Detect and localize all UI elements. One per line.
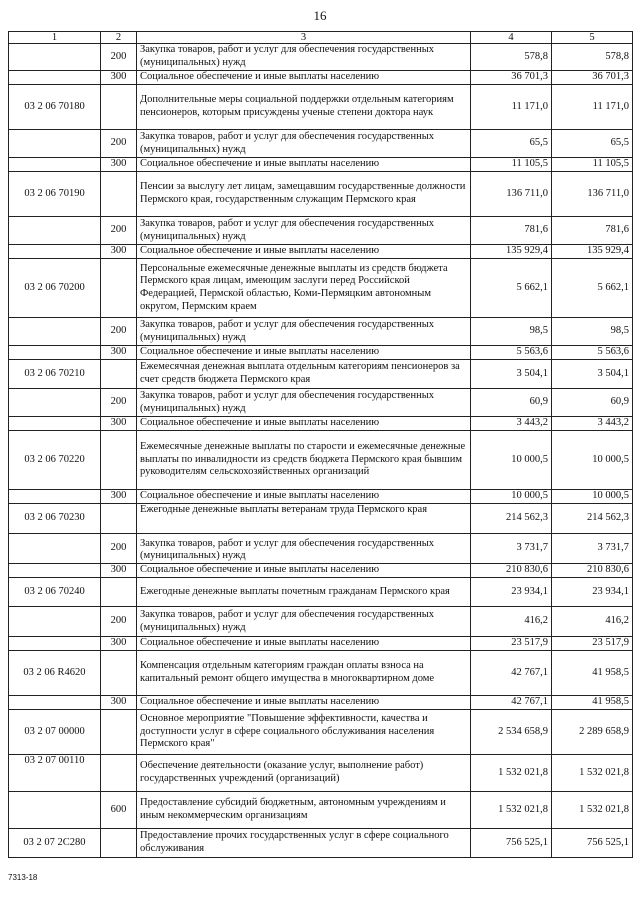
table-row	[9, 44, 633, 71]
cell-value-2: 23 517,9	[552, 637, 633, 651]
cell-value-1: 10 000,5	[471, 490, 552, 504]
cell-name: Компенсация отдельным категориям граждан оплаты взноса на капитальный ремонт общего имущества в многоквартирном доме	[137, 651, 471, 696]
table-row	[9, 578, 633, 607]
cell-name: Социальное обеспечение и иные выплаты населению	[137, 564, 471, 578]
cell-kind: 200	[101, 389, 137, 417]
cell-value-1: 98,5	[471, 318, 552, 346]
cell-name: Закупка товаров, работ и услуг для обеспечения государственных (муниципальных) нужд	[137, 389, 471, 417]
cell-name: Социальное обеспечение и иные выплаты населению	[137, 637, 471, 651]
table-row	[9, 504, 633, 534]
cell-value-2: 756 525,1	[552, 829, 633, 858]
cell-code: 03 2 07 00000	[9, 710, 101, 755]
cell-code: 03 2 06 70210	[9, 360, 101, 389]
table-row	[9, 417, 633, 431]
cell-code	[9, 696, 101, 710]
cell-value-1: 1 532 021,8	[471, 792, 552, 829]
cell-value-1: 135 929,4	[471, 245, 552, 259]
cell-value-2: 136 711,0	[552, 172, 633, 217]
cell-value-1: 3 731,7	[471, 534, 552, 564]
cell-name: Закупка товаров, работ и услуг для обеспечения государственных (муниципальных) нужд	[137, 130, 471, 158]
cell-code	[9, 245, 101, 259]
cell-value-2: 2 289 658,9	[552, 710, 633, 755]
cell-kind	[101, 504, 137, 534]
cell-name: Ежемесячные денежные выплаты по старости и ежемесячные денежные выплаты по инвалидности из средств бюджета Пермского края бывшим руководителям сельскохозяйственных организаций	[137, 431, 471, 490]
cell-name: Закупка товаров, работ и услуг для обеспечения государственных (муниципальных) нужд	[137, 534, 471, 564]
cell-kind	[101, 829, 137, 858]
cell-name: Социальное обеспечение и иные выплаты населению	[137, 245, 471, 259]
cell-kind: 300	[101, 696, 137, 710]
cell-value-1: 214 562,3	[471, 504, 552, 534]
cell-value-2: 3 504,1	[552, 360, 633, 389]
cell-code: 03 2 06 70240	[9, 578, 101, 607]
cell-value-2: 5 662,1	[552, 259, 633, 318]
cell-code: 03 2 06 70200	[9, 259, 101, 318]
cell-kind	[101, 755, 137, 792]
cell-value-2: 781,6	[552, 217, 633, 245]
table-row	[9, 755, 633, 792]
cell-value-2: 41 958,5	[552, 651, 633, 696]
cell-kind: 300	[101, 490, 137, 504]
header-col-1: 1	[9, 32, 101, 44]
cell-kind	[101, 172, 137, 217]
cell-value-1: 5 563,6	[471, 346, 552, 360]
cell-value-1: 136 711,0	[471, 172, 552, 217]
cell-value-2: 416,2	[552, 607, 633, 637]
cell-value-2: 11 171,0	[552, 85, 633, 130]
cell-value-2: 3 731,7	[552, 534, 633, 564]
cell-value-2: 5 563,6	[552, 346, 633, 360]
cell-code: 03 2 06 70230	[9, 504, 101, 534]
cell-name: Социальное обеспечение и иные выплаты населению	[137, 158, 471, 172]
cell-value-1: 1 532 021,8	[471, 755, 552, 792]
cell-value-1: 11 105,5	[471, 158, 552, 172]
header-col-3: 3	[137, 32, 471, 44]
header-col-2: 2	[101, 32, 137, 44]
cell-value-1: 42 767,1	[471, 696, 552, 710]
table-row	[9, 158, 633, 172]
table-row	[9, 792, 633, 829]
cell-value-2: 23 934,1	[552, 578, 633, 607]
cell-value-1: 23 934,1	[471, 578, 552, 607]
cell-kind: 300	[101, 564, 137, 578]
cell-kind: 300	[101, 346, 137, 360]
cell-name: Предоставление субсидий бюджетным, автономным учреждениям и иным некоммерческим организациям	[137, 792, 471, 829]
cell-name: Социальное обеспечение и иные выплаты населению	[137, 346, 471, 360]
cell-name: Обеспечение деятельности (оказание услуг, выполнение работ) государственных учреждений (организаций)	[137, 755, 471, 792]
table-row	[9, 534, 633, 564]
cell-value-2: 214 562,3	[552, 504, 633, 534]
cell-name: Основное мероприятие "Повышение эффективности, качества и доступности услуг в сфере социального обслуживания населения Пермского края"	[137, 710, 471, 755]
cell-code	[9, 389, 101, 417]
cell-code	[9, 637, 101, 651]
cell-value-1: 2 534 658,9	[471, 710, 552, 755]
cell-value-2: 1 532 021,8	[552, 755, 633, 792]
cell-kind: 300	[101, 417, 137, 431]
cell-kind: 200	[101, 217, 137, 245]
table-row	[9, 172, 633, 217]
cell-kind: 200	[101, 534, 137, 564]
cell-value-1: 10 000,5	[471, 431, 552, 490]
cell-code	[9, 71, 101, 85]
cell-code	[9, 490, 101, 504]
cell-value-1: 210 830,6	[471, 564, 552, 578]
cell-value-2: 578,8	[552, 44, 633, 71]
table-row	[9, 259, 633, 318]
cell-value-1: 578,8	[471, 44, 552, 71]
cell-value-2: 210 830,6	[552, 564, 633, 578]
cell-code	[9, 158, 101, 172]
cell-kind	[101, 360, 137, 389]
cell-kind: 200	[101, 130, 137, 158]
cell-kind: 200	[101, 318, 137, 346]
cell-name: Закупка товаров, работ и услуг для обеспечения государственных (муниципальных) нужд	[137, 607, 471, 637]
cell-value-2: 41 958,5	[552, 696, 633, 710]
cell-name: Ежегодные денежные выплаты ветеранам труда Пермского края	[137, 504, 471, 534]
table-row	[9, 346, 633, 360]
cell-code: 03 2 07 00110	[9, 755, 101, 792]
table-row	[9, 651, 633, 696]
cell-kind	[101, 259, 137, 318]
cell-name: Социальное обеспечение и иные выплаты населению	[137, 490, 471, 504]
table-row	[9, 490, 633, 504]
table-row	[9, 564, 633, 578]
cell-kind: 300	[101, 71, 137, 85]
table-row	[9, 85, 633, 130]
cell-code	[9, 130, 101, 158]
cell-value-1: 3 443,2	[471, 417, 552, 431]
cell-code: 03 2 07 2С280	[9, 829, 101, 858]
cell-value-1: 781,6	[471, 217, 552, 245]
cell-code	[9, 44, 101, 71]
table-row	[9, 245, 633, 259]
cell-code	[9, 534, 101, 564]
cell-kind	[101, 578, 137, 607]
cell-kind	[101, 710, 137, 755]
footer-code: 7313-18	[8, 873, 38, 882]
cell-code	[9, 318, 101, 346]
cell-kind: 200	[101, 607, 137, 637]
cell-name: Пенсии за выслугу лет лицам, замещавшим государственные должности Пермского края, государственным служащим Пермского края	[137, 172, 471, 217]
cell-value-2: 1 532 021,8	[552, 792, 633, 829]
cell-name: Ежегодные денежные выплаты почетным гражданам Пермского края	[137, 578, 471, 607]
cell-value-2: 10 000,5	[552, 431, 633, 490]
table-row	[9, 710, 633, 755]
cell-name: Ежемесячная денежная выплата отдельным категориям пенсионеров за счет средств бюджета Пермского края	[137, 360, 471, 389]
cell-value-2: 3 443,2	[552, 417, 633, 431]
header-col-4: 4	[471, 32, 552, 44]
cell-value-1: 23 517,9	[471, 637, 552, 651]
cell-kind: 300	[101, 158, 137, 172]
table-row	[9, 389, 633, 417]
cell-value-2: 65,5	[552, 130, 633, 158]
cell-value-1: 3 504,1	[471, 360, 552, 389]
page-number: 16	[313, 8, 327, 23]
cell-value-1: 42 767,1	[471, 651, 552, 696]
cell-name: Предоставление прочих государственных услуг в сфере социального обслуживания	[137, 829, 471, 858]
cell-code: 03 2 06 70220	[9, 431, 101, 490]
cell-value-1: 416,2	[471, 607, 552, 637]
cell-code	[9, 217, 101, 245]
cell-code	[9, 564, 101, 578]
header-row	[9, 32, 633, 44]
cell-code	[9, 417, 101, 431]
cell-kind: 300	[101, 245, 137, 259]
table-row	[9, 71, 633, 85]
cell-name: Социальное обеспечение и иные выплаты населению	[137, 696, 471, 710]
table-row	[9, 360, 633, 389]
cell-kind	[101, 85, 137, 130]
cell-code	[9, 792, 101, 829]
cell-name: Закупка товаров, работ и услуг для обеспечения государственных (муниципальных) нужд	[137, 217, 471, 245]
table-row	[9, 696, 633, 710]
cell-value-1: 756 525,1	[471, 829, 552, 858]
cell-name: Социальное обеспечение и иные выплаты населению	[137, 417, 471, 431]
cell-value-1: 11 171,0	[471, 85, 552, 130]
cell-code	[9, 346, 101, 360]
table-row	[9, 217, 633, 245]
cell-name: Персональные ежемесячные денежные выплаты из средств бюджета Пермского края лицам, имеющим заслуги перед Российской Федерацией, Пермской областью, Коми-Пермяцким автономным округом, Пермским краем	[137, 259, 471, 318]
cell-value-2: 10 000,5	[552, 490, 633, 504]
table-row	[9, 318, 633, 346]
cell-value-1: 65,5	[471, 130, 552, 158]
cell-code: 03 2 06 70190	[9, 172, 101, 217]
cell-value-2: 11 105,5	[552, 158, 633, 172]
cell-kind: 300	[101, 637, 137, 651]
cell-kind	[101, 651, 137, 696]
cell-value-1: 60,9	[471, 389, 552, 417]
cell-name: Социальное обеспечение и иные выплаты населению	[137, 71, 471, 85]
cell-code: 03 2 06 R4620	[9, 651, 101, 696]
cell-code	[9, 607, 101, 637]
table-row	[9, 829, 633, 858]
cell-value-2: 135 929,4	[552, 245, 633, 259]
cell-kind: 600	[101, 792, 137, 829]
cell-value-2: 60,9	[552, 389, 633, 417]
cell-kind	[101, 431, 137, 490]
cell-value-1: 36 701,3	[471, 71, 552, 85]
cell-value-2: 36 701,3	[552, 71, 633, 85]
table-row	[9, 637, 633, 651]
table-row	[9, 431, 633, 490]
table-row	[9, 130, 633, 158]
cell-name: Закупка товаров, работ и услуг для обеспечения государственных (муниципальных) нужд	[137, 318, 471, 346]
cell-kind: 200	[101, 44, 137, 71]
cell-name: Закупка товаров, работ и услуг для обеспечения государственных (муниципальных) нужд	[137, 44, 471, 71]
cell-value-1: 5 662,1	[471, 259, 552, 318]
cell-name: Дополнительные меры социальной поддержки отдельным категориям пенсионеров, которым присуждены ученые степени доктора наук	[137, 85, 471, 130]
budget-table	[8, 31, 633, 858]
cell-code: 03 2 06 70180	[9, 85, 101, 130]
header-col-5: 5	[552, 32, 633, 44]
cell-value-2: 98,5	[552, 318, 633, 346]
table-row	[9, 607, 633, 637]
